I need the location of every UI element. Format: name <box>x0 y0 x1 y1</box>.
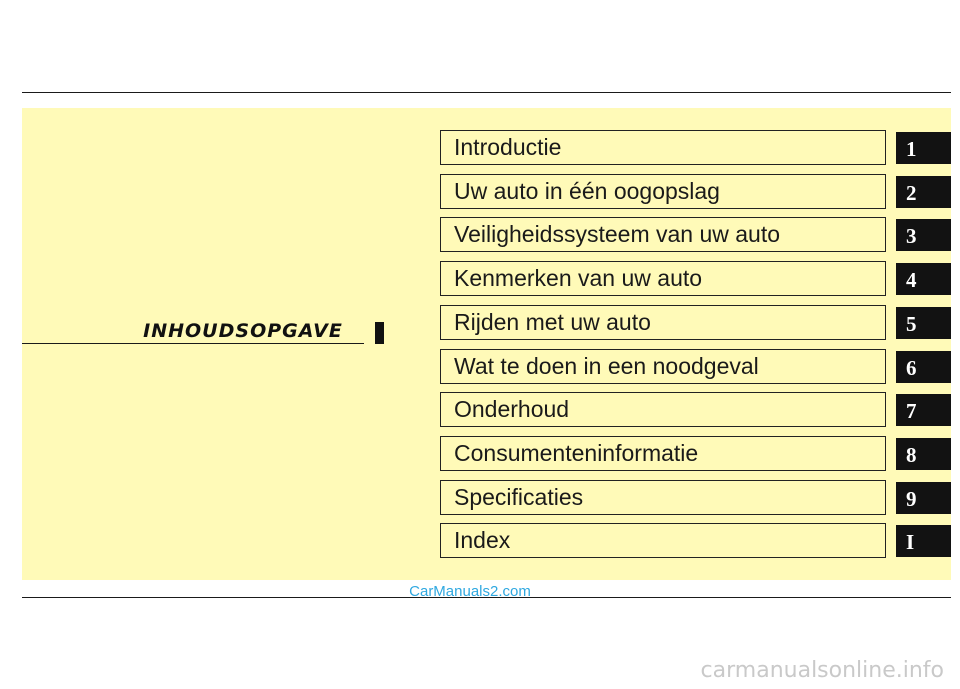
heading-underline <box>22 343 364 344</box>
chapter-number: 6 <box>906 356 917 380</box>
watermark-text: carmanualsonline.info <box>700 658 944 683</box>
toc-item-box[interactable] <box>440 436 886 471</box>
toc-item-box[interactable] <box>440 305 886 340</box>
toc-item-box[interactable] <box>440 174 886 209</box>
toc-item-label: Rijden met uw auto <box>454 309 651 335</box>
chapter-number: 3 <box>906 224 917 248</box>
chapter-number: 8 <box>906 443 917 467</box>
chapter-number: 5 <box>906 312 917 336</box>
chapter-tab[interactable] <box>896 176 951 208</box>
chapter-tab[interactable] <box>896 351 951 383</box>
toc-item-box[interactable] <box>440 217 886 252</box>
chapter-number: 4 <box>906 268 917 292</box>
chapter-tab[interactable] <box>896 132 951 164</box>
contents-heading-text: INHOUDSOPGAVE <box>143 320 343 342</box>
toc-item-label: Wat te doen in een noodgeval <box>454 353 759 379</box>
toc-item-veiligheid[interactable] <box>440 217 951 252</box>
toc-item-box[interactable] <box>440 392 886 427</box>
chapter-tab[interactable] <box>896 525 951 557</box>
chapter-number: 1 <box>906 137 917 161</box>
chapter-tab[interactable] <box>896 307 951 339</box>
chapter-number: 9 <box>906 487 917 511</box>
heading-marker <box>375 322 384 344</box>
chapter-tab[interactable] <box>896 219 951 251</box>
toc-item-noodgeval[interactable] <box>440 349 951 384</box>
chapter-number: I <box>906 530 915 554</box>
toc-item-label: Uw auto in één oogopslag <box>454 178 720 204</box>
toc-item-label: Consumenteninformatie <box>454 440 699 466</box>
top-rule <box>22 92 951 93</box>
toc-item-consumenteninformatie[interactable] <box>440 436 951 471</box>
toc-item-box[interactable] <box>440 261 886 296</box>
toc-item-box[interactable] <box>440 130 886 165</box>
toc-item-label: Index <box>454 527 511 553</box>
toc-item-box[interactable] <box>440 480 886 515</box>
toc-item-introductie[interactable] <box>440 130 951 165</box>
toc-item-index[interactable] <box>440 523 951 558</box>
toc-item-specificaties[interactable] <box>440 480 951 515</box>
toc-item-label: Veiligheidssysteem van uw auto <box>454 221 781 247</box>
toc-item-rijden[interactable] <box>440 305 951 340</box>
chapter-number: 2 <box>906 181 917 205</box>
toc-item-label: Specificaties <box>454 484 584 510</box>
toc-item-box[interactable] <box>440 523 886 558</box>
chapter-tab[interactable] <box>896 482 951 514</box>
chapter-number: 7 <box>906 399 917 423</box>
toc-item-box[interactable] <box>440 349 886 384</box>
contents-heading <box>22 318 364 344</box>
toc-item-overzicht[interactable] <box>440 174 951 209</box>
chapter-tab[interactable] <box>896 438 951 470</box>
toc-item-label: Kenmerken van uw auto <box>454 265 703 291</box>
source-link[interactable]: CarManuals2.com <box>409 583 531 600</box>
chapter-tab[interactable] <box>896 394 951 426</box>
chapter-tab[interactable] <box>896 263 951 295</box>
toc-item-kenmerken[interactable] <box>440 261 951 296</box>
toc-item-label: Introductie <box>454 134 562 160</box>
toc-item-label: Onderhoud <box>454 396 570 422</box>
toc-item-onderhoud[interactable] <box>440 392 951 427</box>
